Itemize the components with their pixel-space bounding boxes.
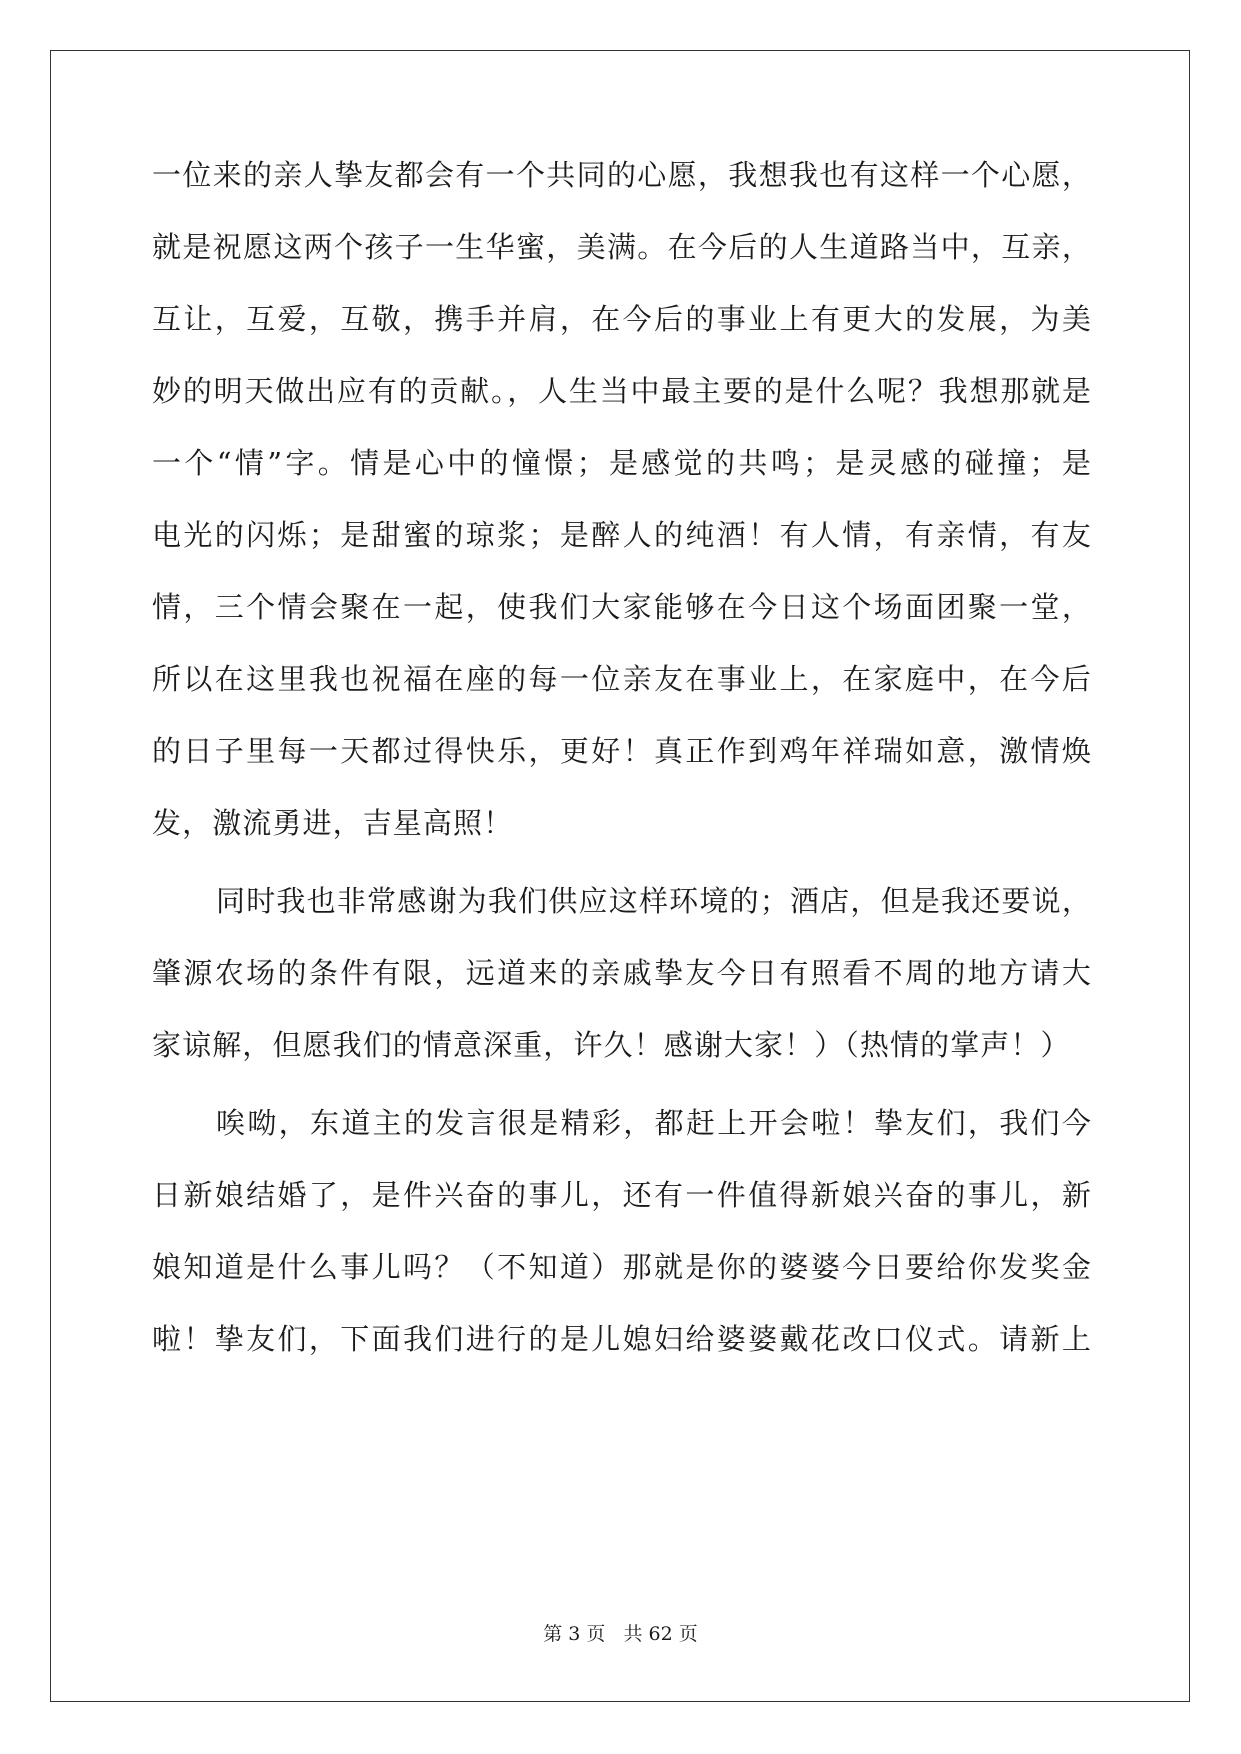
page-total: 共 62 页: [623, 1623, 698, 1645]
text-line: 啦！挚友们，下面我们进行的是儿媳妇给婆婆戴花改口仪式。请新上: [152, 1322, 1092, 1356]
text-line: 电光的闪烁；是甜蜜的琼浆；是醉人的纯酒！有人情，有亲情，有友: [152, 518, 1092, 552]
paragraph-start-line: 同时我也非常感谢为我们供应这样环境的；酒店，但是我还要说，: [216, 884, 1092, 918]
text-line: 日新娘结婚了，是件兴奋的事儿，还有一件值得新娘兴奋的事儿，新: [152, 1178, 1092, 1212]
text-line: 发，激流勇进，吉星高照！: [152, 806, 514, 840]
paragraph-start-line: 唉呦，东道主的发言很是精彩，都赶上开会啦！挚友们，我们今: [216, 1106, 1092, 1140]
text-line: 一位来的亲人挚友都会有一个共同的心愿，我想我也有这样一个心愿，: [152, 158, 1092, 192]
text-line: 家谅解，但愿我们的情意深重，许久！感谢大家！）（热情的掌声！）: [152, 1028, 1071, 1062]
text-line: 一个“情”字。情是心中的憧憬；是感觉的共鸣；是灵感的碰撞；是: [152, 446, 1092, 480]
page-border: [50, 50, 1190, 1702]
text-line: 妙的明天做出应有的贡献。，人生当中最主要的是什么呢？我想那就是: [152, 374, 1092, 408]
text-line: 肇源农场的条件有限，远道来的亲戚挚友今日有照看不周的地方请大: [152, 956, 1092, 990]
text-line: 的日子里每一天都过得快乐，更好！真正作到鸡年祥瑞如意，激情焕: [152, 734, 1092, 768]
page-footer: [0, 1622, 1241, 1646]
page-number: 第 3 页: [543, 1623, 606, 1645]
text-line: 互让，互爱，互敬，携手并肩，在今后的事业上有更大的发展，为美: [152, 302, 1092, 336]
text-line: 娘知道是什么事儿吗？（不知道）那就是你的婆婆今日要给你发奖金: [152, 1250, 1092, 1284]
text-line: 所以在这里我也祝福在座的每一位亲友在事业上，在家庭中，在今后: [152, 662, 1092, 696]
text-line: 情，三个情会聚在一起，使我们大家能够在今日这个场面团聚一堂，: [152, 590, 1092, 624]
text-line: 就是祝愿这两个孩子一生华蜜，美满。在今后的人生道路当中，互亲，: [152, 230, 1092, 264]
